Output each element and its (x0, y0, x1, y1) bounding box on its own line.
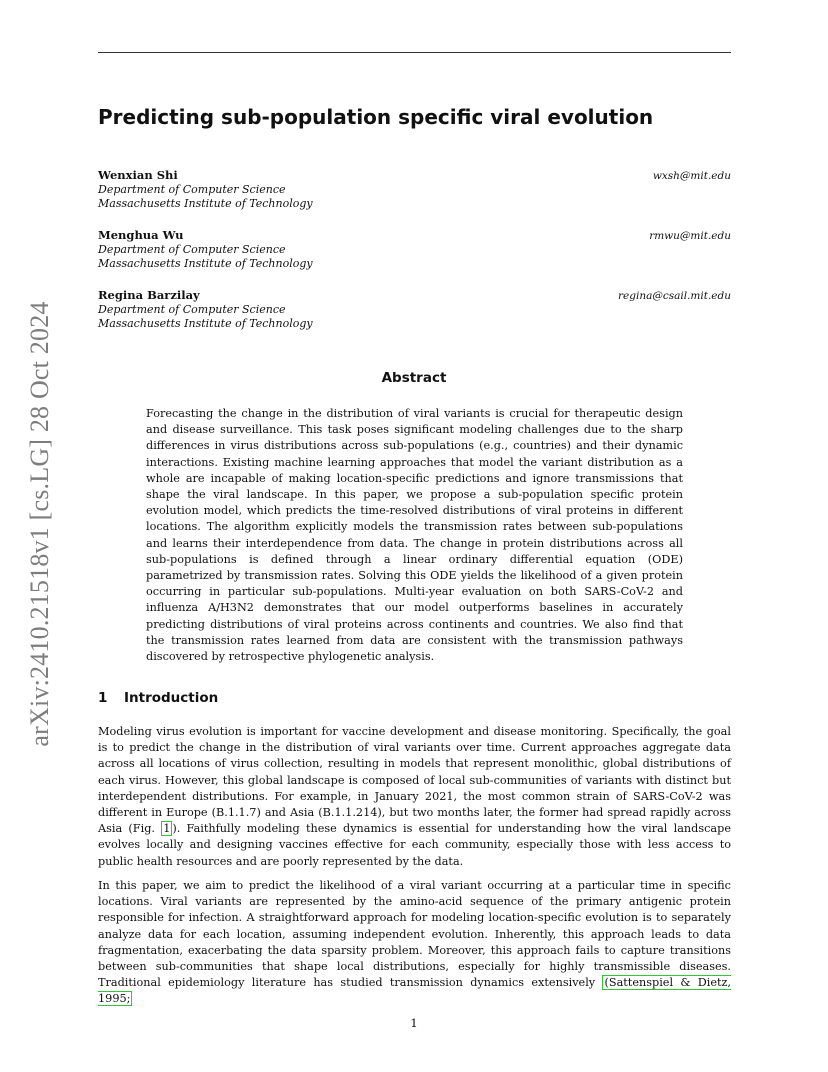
citation-link[interactable]: (Sattenspiel & Dietz, 1995; (98, 976, 732, 1006)
author-department: Department of Computer Science (98, 302, 286, 316)
top-rule (98, 52, 731, 53)
author-email[interactable]: regina@csail.mit.edu (618, 290, 731, 302)
figure-reference-link[interactable]: 1 (163, 822, 171, 836)
author-institution: Massachusetts Institute of Technology (98, 197, 313, 210)
author-block (98, 228, 731, 272)
author-institution: Massachusetts Institute of Technology (98, 317, 313, 330)
author-department: Department of Computer Science (98, 242, 286, 256)
abstract-text: Forecasting the change in the distribution of viral variants is crucial for therapeutic design and disease surveillance. This task poses significant modeling challenges due to the sharp differences in virus distributions across sub-populations (e.g., countries) and their dynamic interactions. Existing machine learning approaches that model the variant distribution as a whole are incapable of making location-specific predictions and ignore transmissions that shape the viral landscape. In this paper, we propose a sub-population specific protein evolution model, which predicts the time-resolved distributions of viral proteins in different locations. The algorithm explicitly models the transmission rates between sub-populations and learns their interdependence from data. The change in protein distributions across all sub-populations is defined through a linear ordinary differential equation (ODE) parametrized by transmission rates. Solving this ODE yields the likelihood of a given protein occurring in particular sub-populations. Multi-year evaluation on both SARS-CoV-2 and influenza A/H3N2 demonstrates that our model outperforms baselines in accurately predicting distributions of viral proteins across continents and countries. We also find that the transmission rates learned from data are consistent with the transmission pathways discovered by retrospective phylogenetic analysis. (146, 407, 683, 664)
paragraph-text: In this paper, we aim to predict the likelihood of a viral variant occurring at a particular time in specific locations. Viral variants are represented by the amino-acid sequence of the primary antigenic protein responsible for infection. A straightforward approach for modeling location-specific evolution is to separately analyze data for each location, assuming independent evolution. Inherently, this approach leads to data fragmentation, exacerbating the data sparsity problem. Moreover, this approach fails to capture transitions between sub-communities that shape local distributions, especially for highly transmissible diseases. Traditional epidemiology literature has studied transmission dynamics extensively (98, 879, 731, 990)
author-institution: Massachusetts Institute of Technology (98, 257, 313, 270)
author-department: Department of Computer Science (98, 182, 286, 196)
intro-paragraph (98, 878, 731, 1008)
arxiv-stamp: arXiv:2410.21518v1 [cs.LG] 28 Oct 2024 (25, 301, 54, 747)
author-email[interactable]: rmwu@mit.edu (649, 230, 731, 242)
author-name: Menghua Wu (98, 228, 184, 242)
author-name: Regina Barzilay (98, 288, 200, 302)
page-number: 1 (410, 1016, 418, 1030)
intro-paragraph (98, 724, 731, 870)
author-email[interactable]: wxsh@mit.edu (652, 170, 731, 182)
author-name: Wenxian Shi (98, 168, 178, 182)
section-title: Introduction (124, 690, 219, 706)
section-number: 1 (98, 690, 108, 706)
author-block (98, 288, 731, 332)
paper-title: Predicting sub-population specific viral evolution (98, 105, 654, 129)
section-heading (98, 690, 218, 706)
author-block (98, 168, 731, 212)
paragraph-text: ). Faithfully modeling these dynamics is essential for understanding how the viral landscape evolves locally and designing vaccines effective for each community, especially those with less access to public health resources and are poorly represented by the data. (98, 822, 731, 868)
paragraph-text: Modeling virus evolution is important for vaccine development and disease monitoring. Specifically, the goal is to predict the change in the distribution of viral variants over time. Current approaches aggregate data across all locations of virus collection, resulting in models that represent monolithic, global distributions of each virus. However, this global landscape is composed of local sub-communities of variants with distinct but interdependent distributions. For example, in January 2021, the most common strain of SARS-CoV-2 was different in Europe (B.1.1.7) and Asia (B.1.1.214), but two months later, the former had spread rapidly across Asia (Fig. (98, 725, 731, 836)
abstract-heading: Abstract (381, 370, 447, 386)
